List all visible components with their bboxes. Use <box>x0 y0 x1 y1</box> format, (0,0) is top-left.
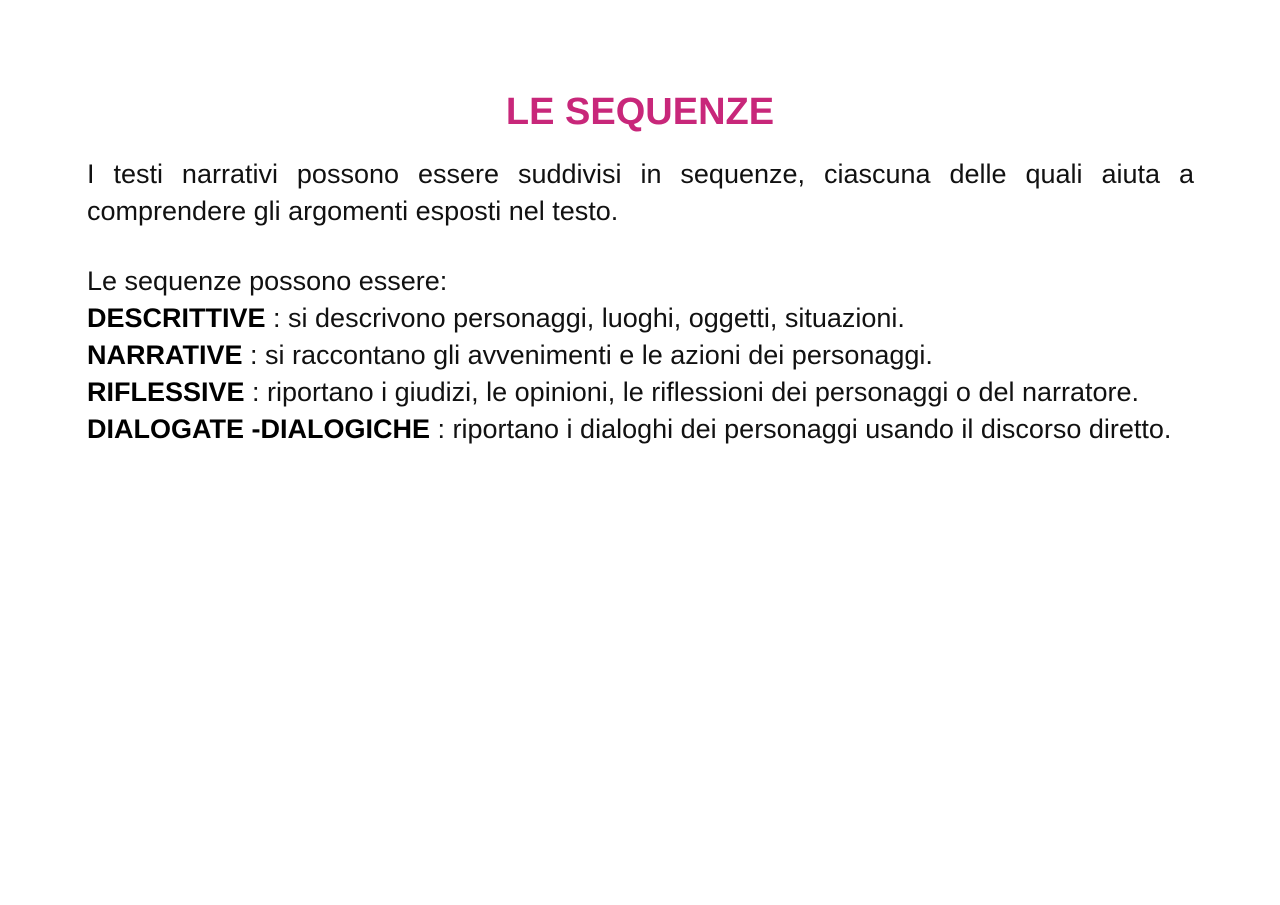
sequence-type-narrative <box>87 337 1194 374</box>
slide-body <box>87 156 1194 448</box>
sequence-type-riflessive <box>87 374 1194 411</box>
sequence-description: : riportano i dialoghi dei personaggi usando il discorso diretto. <box>429 414 1172 444</box>
sequence-type-descrittive <box>87 300 1194 337</box>
paragraph-gap <box>87 230 1194 263</box>
sequence-description: : si raccontano gli avvenimenti e le azioni dei personaggi. <box>242 340 933 370</box>
intro-paragraph: I testi narrativi possono essere suddivisi in sequenze, ciascuna delle quali aiuta a comprendere gli argomenti esposti nel testo. <box>87 159 1194 226</box>
sequence-type-dialogate <box>87 411 1194 448</box>
sequence-term: DESCRITTIVE <box>87 303 266 333</box>
page-title: LE SEQUENZE <box>505 91 775 133</box>
sequence-description: : si descrivono personaggi, luoghi, oggetti, situazioni. <box>265 303 905 333</box>
list-heading: Le sequenze possono essere: <box>87 266 448 296</box>
sequence-description: : riportano i giudizi, le opinioni, le riflessioni dei personaggi o del narratore. <box>244 377 1140 407</box>
sequence-term: DIALOGATE -DIALOGICHE <box>87 414 430 444</box>
sequence-term: RIFLESSIVE <box>87 377 245 407</box>
sequence-term: NARRATIVE <box>87 340 243 370</box>
